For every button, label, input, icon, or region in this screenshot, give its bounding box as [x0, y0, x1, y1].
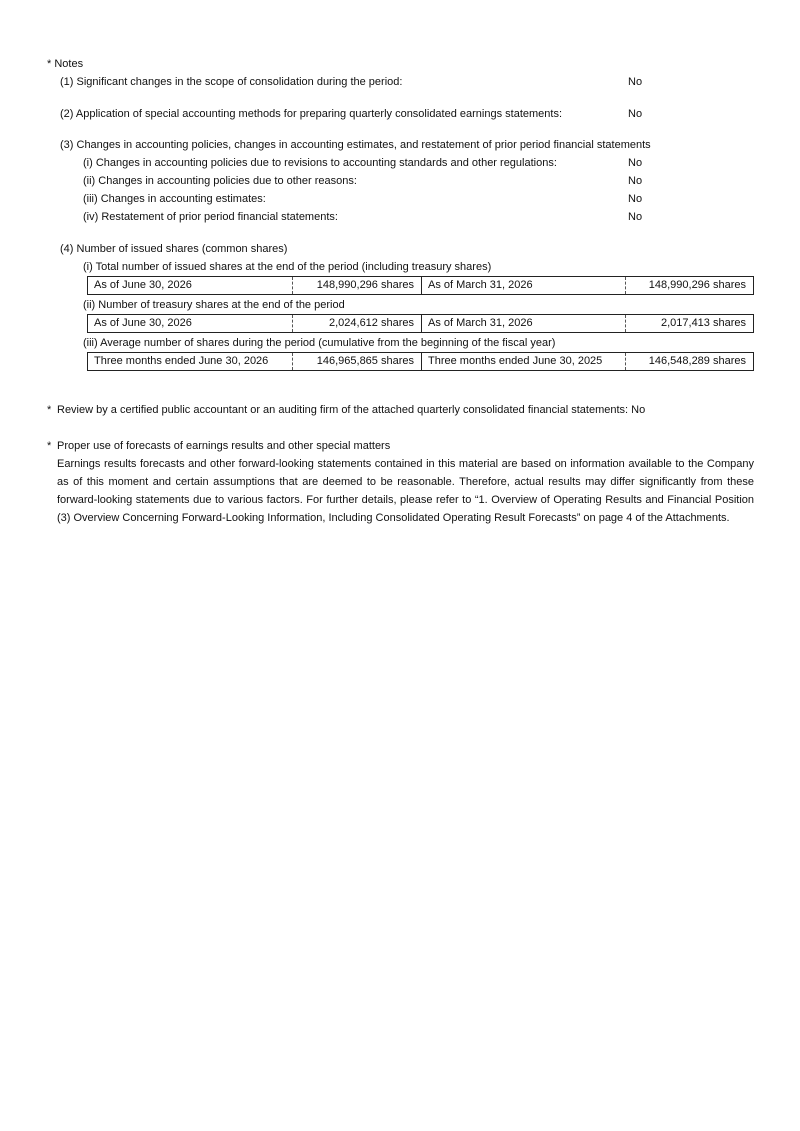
- table-cell-shares: 2,017,413 shares: [625, 315, 753, 332]
- review-asterisk: *: [47, 404, 52, 416]
- table-cell-period: As of March 31, 2026: [421, 277, 625, 294]
- note-3-sub-1-label: (i) Changes in accounting policies due to revisions to accounting standards and other regulations:: [83, 157, 557, 169]
- shares-table-1-caption: (i) Total number of issued shares at the end of the period (including treasury shares): [83, 261, 492, 273]
- review-statement: Review by a certified public accountant or an auditing firm of the attached quarterly consolidated financial statements: No: [57, 404, 646, 416]
- note-1-label: (1) Significant changes in the scope of consolidation during the period:: [60, 76, 403, 88]
- note-3-sub-2-label: (ii) Changes in accounting policies due to other reasons:: [83, 175, 357, 187]
- table-cell-shares: 146,965,865 shares: [292, 353, 421, 370]
- shares-table-2-caption: (ii) Number of treasury shares at the end of the period: [83, 299, 345, 311]
- forecast-heading: Proper use of forecasts of earnings results and other special matters: [57, 440, 391, 452]
- table-cell-period: As of June 30, 2026: [94, 279, 192, 291]
- note-3-sub-3-value: No: [628, 193, 643, 205]
- note-3-sub-4-value: No: [628, 211, 643, 223]
- note-3-sub-3-label: (iii) Changes in accounting estimates:: [83, 193, 266, 205]
- forecast-asterisk: *: [47, 440, 52, 452]
- table-cell-period: As of March 31, 2026: [421, 315, 625, 332]
- shares-table-1: [87, 276, 754, 295]
- note-1-value: No: [628, 76, 643, 88]
- table-cell-period: Three months ended June 30, 2026: [94, 355, 269, 367]
- note-3-label: (3) Changes in accounting policies, changes in accounting estimates, and restatement of prior period financial statements: [60, 139, 651, 151]
- table-cell-shares: 2,024,612 shares: [292, 315, 421, 332]
- table-cell-shares: 146,548,289 shares: [625, 353, 753, 370]
- note-4-label: (4) Number of issued shares (common shares): [60, 243, 288, 255]
- table-cell-shares: 148,990,296 shares: [292, 277, 421, 294]
- note-3-sub-4-label: (iv) Restatement of prior period financial statements:: [83, 211, 338, 223]
- note-2-value: No: [628, 108, 643, 120]
- shares-table-3-caption: (iii) Average number of shares during the period (cumulative from the beginning of the fiscal year): [83, 337, 556, 349]
- note-3-sub-1-value: No: [628, 157, 643, 169]
- shares-table-3: [87, 352, 754, 371]
- table-cell-shares: 148,990,296 shares: [625, 277, 753, 294]
- table-cell-period: Three months ended June 30, 2025: [421, 353, 625, 370]
- note-2-label: (2) Application of special accounting methods for preparing quarterly consolidated earnings statements:: [60, 108, 563, 120]
- note-3-sub-2-value: No: [628, 175, 643, 187]
- shares-table-2: [87, 314, 754, 333]
- notes-heading: * Notes: [47, 58, 84, 70]
- forecast-body: Earnings results forecasts and other forward-looking statements contained in this material are based on information available to the Company as of this moment and certain assumptions that are deemed to be reasonable. Therefore, actual results may differ significantly from these forward-looking statements due to various factors. For further details, please refer to “1. Overview of Operating Results and Financial Position (3) Overview Concerning Forward-Looking Information, Including Consolidated Operating Result Forecasts” on page 4 of the Attachments.: [57, 458, 754, 524]
- table-cell-period: As of June 30, 2026: [94, 317, 192, 329]
